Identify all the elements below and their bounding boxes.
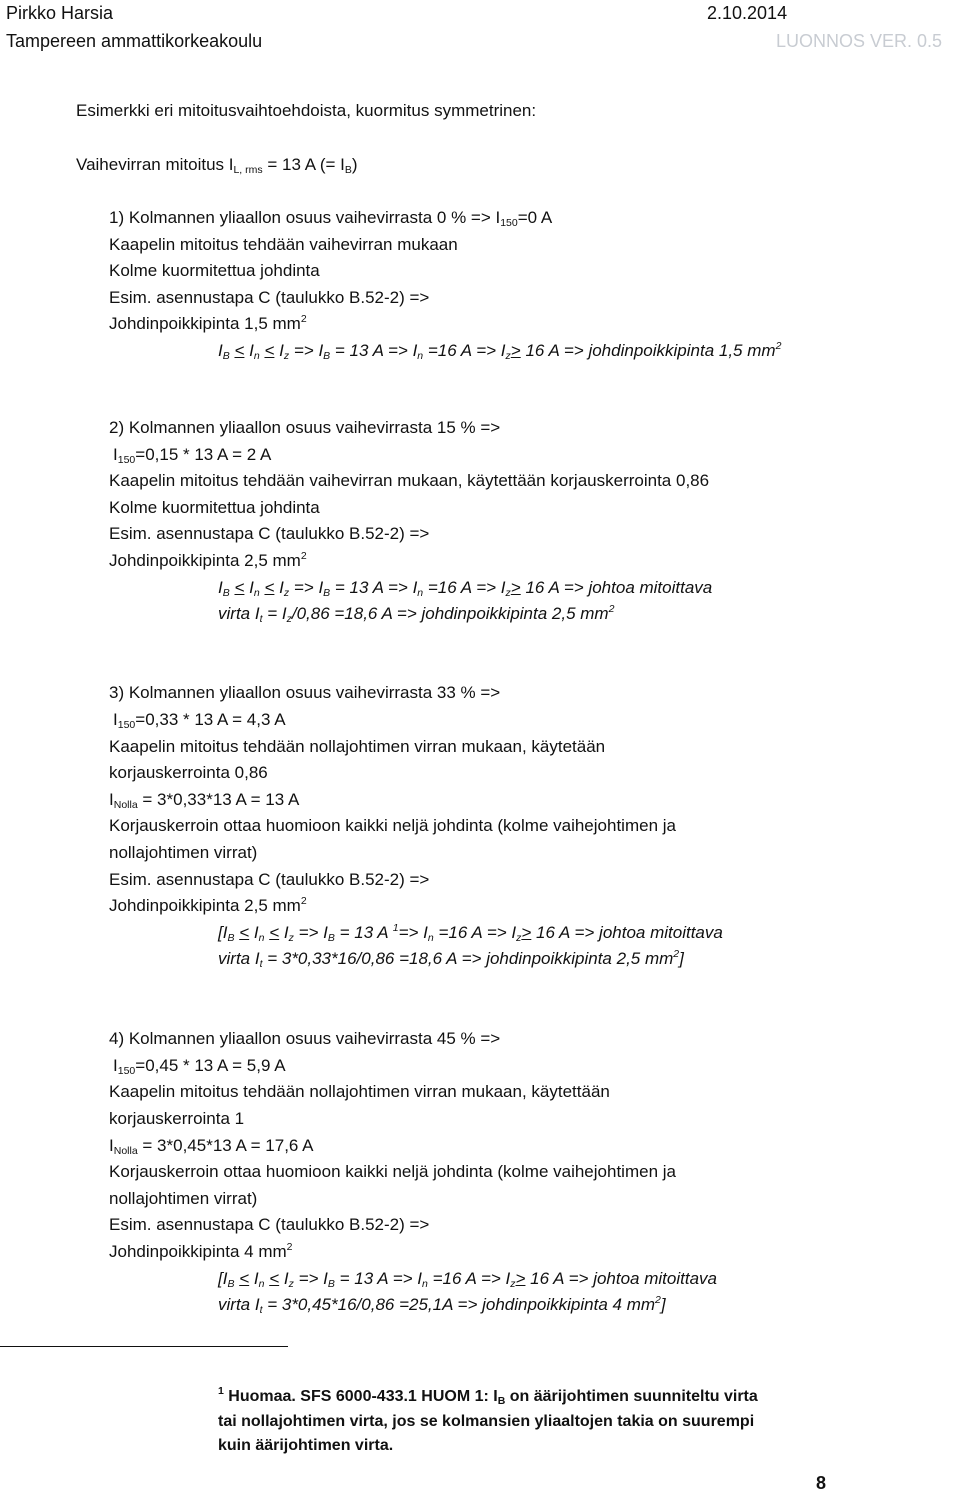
case4-inolla: $I_{Nolla} = 3*0,45*13$ A = 17,6 A (109, 1136, 314, 1157)
case4-line2: korjauskerrointa 1 (109, 1109, 245, 1128)
case2-heading: 2) Kolmannen yliaallon osuus vaihevirrasta 15 % => (109, 418, 501, 437)
case2-i150: $I_{150}=0,15 * 13$ A = 2 A (113, 445, 272, 466)
case1-formula: $I_B < I_n < I_z => I_B = 13$ $A => I_n =16$ $A => I_z> 16$ A => johdinpoikkipinta 1,5 $mm^2$ (218, 340, 782, 362)
case3-line2: korjauskerrointa 0,86 (109, 763, 268, 782)
case3-formula: [$I_B < I_n < I_z => I_B = 13$ A $^1=> I_n =16$ $A => I_z> 16$ A => johtoa mitoittava (218, 922, 723, 944)
case2-line2: Kolme kuormitettua johdinta (109, 498, 320, 517)
intro-phase-current: Vaihevirran mitoitus $I_{L, rms} = 13$ A (= $I_B$) (76, 155, 358, 176)
case4-line1: Kaapelin mitoitus tehdään nollajohtimen virran mukaan, käytettään (109, 1082, 610, 1101)
header-author: Pirkko Harsia (6, 3, 114, 23)
case1-heading: 1) Kolmannen yliaallon osuus vaihevirrasta 0 % => $I_{150}=0$ A (109, 208, 553, 229)
header-institution: Tampereen ammattikorkeakoulu (6, 31, 263, 51)
footnote-line3: kuin äärijohtimen virta. (218, 1437, 394, 1454)
case2-line4: Johdinpoikkipinta 2,5 $mm^2$ (109, 550, 307, 570)
footnote-ref: 1 (392, 922, 399, 934)
case4-i150: $I_{150}=0,45 * 13$ A = 5,9 A (113, 1056, 286, 1077)
header-version: LUONNOS VER. 0.5 (776, 31, 943, 51)
case1-line2: Kolme kuormitettua johdinta (109, 261, 320, 280)
case1-line4: Johdinpoikkipinta 1,5 $mm^2$ (109, 313, 307, 333)
case3-formula-2: virta $I_t = 3*0,33*16/0,86 =18,6$ A => johdinpoikkipinta 2,5 $mm^2$] (218, 948, 684, 970)
header-date: 2.10.2014 (707, 3, 788, 23)
footnote-line2: tai nollajohtimen virta, jos se kolmansien yliaaltojen takia on suurempi (218, 1413, 755, 1430)
case3-line6: Johdinpoikkipinta 2,5 $mm^2$ (109, 895, 307, 915)
case2-formula-2: virta $I_t = I_z/0,86 =18,6$ A => johdinpoikkipinta 2,5 $mm^2$ (218, 603, 615, 625)
case1-line3: Esim. asennustapa C (taulukko B.52-2) => (109, 288, 430, 307)
case2-line3: Esim. asennustapa C (taulukko B.52-2) => (109, 524, 430, 543)
case4-formula: [$I_B < I_n < I_z => I_B = 13$ $A => I_n =16$ $A => I_z> 16$ A => johtoa mitoittava (218, 1269, 717, 1290)
page-number: 8 (816, 1473, 827, 1493)
case3-line1: Kaapelin mitoitus tehdään nollajohtimen virran mukaan, käytetään (109, 737, 606, 756)
case3-line4: nollajohtimen virrat) (109, 843, 258, 862)
case2-formula: $I_B < I_n < I_z => I_B = 13$ $A => I_n =16$ $A => I_z> 16$ A => johtoa mitoittava (218, 578, 713, 599)
case3-heading: 3) Kolmannen yliaallon osuus vaihevirrasta 33 % => (109, 683, 501, 702)
case2-line1: Kaapelin mitoitus tehdään vaihevirran mukaan, käytettään korjauskerrointa 0,86 (109, 471, 710, 490)
case4-line4: nollajohtimen virrat) (109, 1189, 258, 1208)
case3-line5: Esim. asennustapa C (taulukko B.52-2) => (109, 870, 430, 889)
case4-line3: Korjauskerroin ottaa huomioon kaikki neljä johdinta (kolme vaihejohtimen ja (109, 1162, 676, 1181)
case1-line1: Kaapelin mitoitus tehdään vaihevirran mukaan (109, 235, 458, 254)
case4-line6: Johdinpoikkipinta 4 $mm^2$ (109, 1241, 293, 1261)
intro-title: Esimerkki eri mitoitusvaihtoehdoista, kuormitus symmetrinen: (76, 101, 537, 120)
case3-inolla: $I_{Nolla} = 3*0,33*13$ A = 13 A (109, 790, 300, 811)
footnote-line1: $^1$ Huomaa. SFS 6000-433.1 HUOM 1: $I_B$ on äärijohtimen suunniteltu virta (218, 1385, 758, 1407)
footnote-separator (0, 1346, 288, 1347)
case4-line5: Esim. asennustapa C (taulukko B.52-2) => (109, 1215, 430, 1234)
case4-formula-2: virta $I_t = 3*0,45*16/0,86 =25,1A$ => johdinpoikkipinta 4 $mm^2$] (218, 1294, 666, 1316)
case4-heading: 4) Kolmannen yliaallon osuus vaihevirrasta 45 % => (109, 1029, 501, 1048)
case3-i150: $I_{150}=0,33 * 13$ A = 4,3 A (113, 710, 286, 731)
case3-line3: Korjauskerroin ottaa huomioon kaikki neljä johdinta (kolme vaihejohtimen ja (109, 816, 676, 835)
